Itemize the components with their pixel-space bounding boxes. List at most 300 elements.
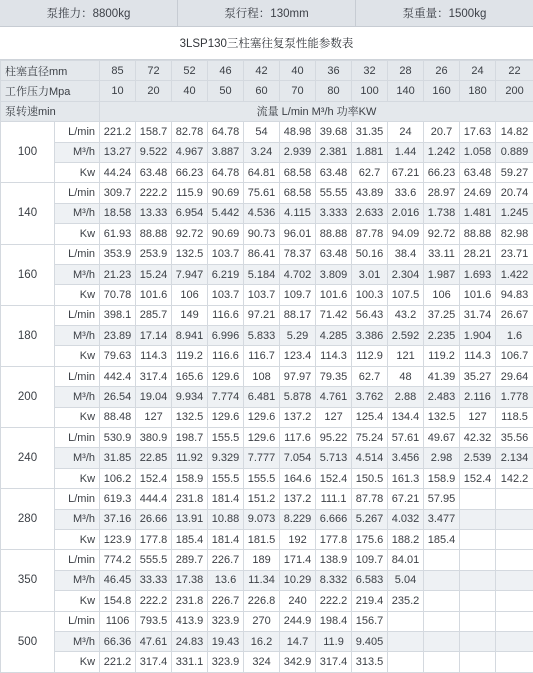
data-cell: 31.74 — [460, 305, 496, 325]
data-cell: 8.332 — [316, 570, 352, 590]
data-cell: 5.29 — [280, 326, 316, 346]
diameter-value: 32 — [352, 61, 388, 81]
data-cell: 14.7 — [280, 631, 316, 651]
data-cell: 5.04 — [388, 570, 424, 590]
data-cell: 6.996 — [208, 326, 244, 346]
data-cell: 82.98 — [496, 224, 533, 244]
data-cell: 444.4 — [136, 489, 172, 509]
data-cell: 38.4 — [388, 244, 424, 264]
data-cell: 285.7 — [136, 305, 172, 325]
data-cell: 0.889 — [496, 142, 533, 162]
data-cell: 109.7 — [352, 550, 388, 570]
pump-speed: 500 — [1, 611, 55, 672]
data-cell: 175.6 — [352, 529, 388, 549]
data-cell: 66.23 — [172, 162, 208, 182]
unit-label: Kw — [55, 407, 100, 427]
data-cell: 331.1 — [172, 652, 208, 672]
data-cell: 222.2 — [316, 591, 352, 611]
diameter-value: 24 — [460, 61, 496, 81]
data-cell: 63.48 — [136, 162, 172, 182]
data-cell: 121 — [388, 346, 424, 366]
data-cell: 7.054 — [280, 448, 316, 468]
data-cell: 48.98 — [280, 122, 316, 142]
data-cell: 88.88 — [460, 224, 496, 244]
data-cell: 3.456 — [388, 448, 424, 468]
data-cell: 221.2 — [100, 122, 136, 142]
data-row — [1, 244, 533, 264]
unit-label: M³/h — [55, 387, 100, 407]
data-cell: 56.43 — [352, 305, 388, 325]
unit-label: M³/h — [55, 509, 100, 529]
data-cell: 6.954 — [172, 203, 208, 223]
data-cell: 5.713 — [316, 448, 352, 468]
data-cell: 3.333 — [316, 203, 352, 223]
data-cell: 33.11 — [424, 244, 460, 264]
data-cell: 2.633 — [352, 203, 388, 223]
pump-speed: 160 — [1, 244, 55, 305]
data-cell: 57.61 — [388, 428, 424, 448]
data-cell: 152.4 — [136, 468, 172, 488]
data-cell: 231.8 — [172, 591, 208, 611]
data-cell: 109.7 — [280, 285, 316, 305]
data-cell: 155.5 — [208, 428, 244, 448]
data-cell: 154.8 — [100, 591, 136, 611]
data-cell — [460, 631, 496, 651]
data-cell: 26.66 — [136, 509, 172, 529]
data-cell: 114.3 — [316, 346, 352, 366]
unit-label: Kw — [55, 162, 100, 182]
data-cell: 86.41 — [244, 244, 280, 264]
diameter-value: 26 — [424, 61, 460, 81]
data-cell: 181.4 — [208, 529, 244, 549]
data-cell: 88.17 — [280, 305, 316, 325]
data-cell: 13.33 — [136, 203, 172, 223]
unit-label: L/min — [55, 122, 100, 142]
data-cell: 2.88 — [388, 387, 424, 407]
data-cell — [496, 489, 533, 509]
unit-label: Kw — [55, 285, 100, 305]
data-cell: 129.6 — [208, 407, 244, 427]
data-cell: 28.97 — [424, 183, 460, 203]
data-cell: 59.27 — [496, 162, 533, 182]
diameter-label: 柱塞直径mm — [1, 61, 100, 81]
data-cell: 134.4 — [388, 407, 424, 427]
pump-speed: 350 — [1, 550, 55, 611]
diameter-value: 22 — [496, 61, 533, 81]
data-cell: 106 — [172, 285, 208, 305]
data-cell: 4.536 — [244, 203, 280, 223]
data-cell: 3.477 — [424, 509, 460, 529]
data-cell: 66.36 — [100, 631, 136, 651]
data-cell: 84.01 — [388, 550, 424, 570]
data-cell: 155.5 — [244, 468, 280, 488]
data-cell: 177.8 — [316, 529, 352, 549]
data-cell: 137.2 — [280, 489, 316, 509]
data-cell: 101.6 — [460, 285, 496, 305]
data-cell: 10.29 — [280, 570, 316, 590]
data-cell: 142.2 — [496, 468, 533, 488]
data-cell: 309.7 — [100, 183, 136, 203]
data-cell: 1.693 — [460, 264, 496, 284]
data-cell: 49.67 — [424, 428, 460, 448]
data-cell — [460, 652, 496, 672]
data-cell: 37.25 — [424, 305, 460, 325]
data-cell: 117.6 — [280, 428, 316, 448]
data-cell: 92.72 — [172, 224, 208, 244]
data-cell: 90.69 — [208, 224, 244, 244]
data-cell: 342.9 — [280, 652, 316, 672]
data-row — [1, 183, 533, 203]
data-cell: 37.16 — [100, 509, 136, 529]
data-cell: 164.6 — [280, 468, 316, 488]
data-cell: 185.4 — [424, 529, 460, 549]
unit-label: M³/h — [55, 631, 100, 651]
data-cell: 68.58 — [280, 162, 316, 182]
data-cell — [424, 591, 460, 611]
data-row — [1, 326, 533, 346]
data-cell: 198.4 — [316, 611, 352, 631]
data-cell: 555.5 — [136, 550, 172, 570]
data-cell: 222.2 — [136, 183, 172, 203]
data-cell: 114.3 — [460, 346, 496, 366]
pump-speed: 100 — [1, 122, 55, 183]
data-cell: 13.6 — [208, 570, 244, 590]
unit-label: M³/h — [55, 264, 100, 284]
data-cell: 9.405 — [352, 631, 388, 651]
diameter-value: 52 — [172, 61, 208, 81]
pressure-value: 160 — [424, 81, 460, 101]
unit-label: M³/h — [55, 326, 100, 346]
data-cell — [424, 570, 460, 590]
data-cell: 317.4 — [136, 366, 172, 386]
diameter-value: 72 — [136, 61, 172, 81]
data-cell: 132.5 — [172, 244, 208, 264]
data-cell: 324 — [244, 652, 280, 672]
data-cell: 9.073 — [244, 509, 280, 529]
data-cell — [388, 652, 424, 672]
data-cell: 244.9 — [280, 611, 316, 631]
pressure-value: 140 — [388, 81, 424, 101]
data-cell: 17.63 — [460, 122, 496, 142]
pressure-value: 20 — [136, 81, 172, 101]
data-cell: 7.774 — [208, 387, 244, 407]
data-cell: 1.778 — [496, 387, 533, 407]
data-cell: 240 — [280, 591, 316, 611]
diameter-value: 40 — [280, 61, 316, 81]
data-cell: 313.5 — [352, 652, 388, 672]
data-cell: 155.5 — [208, 468, 244, 488]
data-cell: 8.229 — [280, 509, 316, 529]
data-row — [1, 366, 533, 386]
data-cell: 66.23 — [424, 162, 460, 182]
data-cell: 82.78 — [172, 122, 208, 142]
data-cell: 138.9 — [316, 550, 352, 570]
data-cell: 26.54 — [100, 387, 136, 407]
data-row — [1, 591, 533, 611]
data-cell: 2.134 — [496, 448, 533, 468]
pressure-value: 50 — [208, 81, 244, 101]
data-cell: 28.21 — [460, 244, 496, 264]
data-cell: 380.9 — [136, 428, 172, 448]
data-cell: 47.61 — [136, 631, 172, 651]
pressure-value: 40 — [172, 81, 208, 101]
data-cell: 11.9 — [316, 631, 352, 651]
data-cell: 1.987 — [424, 264, 460, 284]
data-cell: 123.9 — [100, 529, 136, 549]
data-row — [1, 407, 533, 427]
data-cell: 116.6 — [208, 305, 244, 325]
unit-label: Kw — [55, 591, 100, 611]
data-cell: 5.442 — [208, 203, 244, 223]
data-row — [1, 550, 533, 570]
data-cell: 127 — [316, 407, 352, 427]
unit-label: Kw — [55, 346, 100, 366]
unit-label: L/min — [55, 305, 100, 325]
unit-label: M³/h — [55, 570, 100, 590]
data-cell: 3.24 — [244, 142, 280, 162]
data-cell: 101.6 — [316, 285, 352, 305]
data-cell — [424, 611, 460, 631]
data-cell: 90.69 — [208, 183, 244, 203]
pressure-value: 60 — [244, 81, 280, 101]
data-cell: 87.78 — [352, 489, 388, 509]
data-cell: 70.78 — [100, 285, 136, 305]
data-cell: 129.6 — [244, 428, 280, 448]
data-row — [1, 142, 533, 162]
data-cell: 100.3 — [352, 285, 388, 305]
data-cell: 3.809 — [316, 264, 352, 284]
data-cell: 13.27 — [100, 142, 136, 162]
data-cell — [496, 529, 533, 549]
data-cell: 62.7 — [352, 366, 388, 386]
data-cell: 149 — [172, 305, 208, 325]
diameter-row — [1, 61, 533, 81]
data-cell: 4.115 — [280, 203, 316, 223]
pressure-value: 100 — [352, 81, 388, 101]
data-cell — [424, 652, 460, 672]
data-cell: 13.91 — [172, 509, 208, 529]
data-row — [1, 489, 533, 509]
data-cell: 79.35 — [316, 366, 352, 386]
data-cell: 1.245 — [496, 203, 533, 223]
data-cell — [496, 509, 533, 529]
data-cell: 219.4 — [352, 591, 388, 611]
data-cell: 67.21 — [388, 489, 424, 509]
data-cell: 270 — [244, 611, 280, 631]
data-cell: 6.219 — [208, 264, 244, 284]
data-cell: 63.48 — [316, 162, 352, 182]
data-cell: 106.7 — [496, 346, 533, 366]
diameter-value: 46 — [208, 61, 244, 81]
data-cell: 185.4 — [172, 529, 208, 549]
data-cell — [496, 611, 533, 631]
data-cell: 165.6 — [172, 366, 208, 386]
data-cell: 2.116 — [460, 387, 496, 407]
data-cell: 323.9 — [208, 611, 244, 631]
data-cell: 61.93 — [100, 224, 136, 244]
data-cell — [496, 570, 533, 590]
data-cell: 24 — [388, 122, 424, 142]
pressure-value: 180 — [460, 81, 496, 101]
diameter-value: 42 — [244, 61, 280, 81]
data-cell: 75.61 — [244, 183, 280, 203]
data-cell: 289.7 — [172, 550, 208, 570]
speed-row — [1, 101, 533, 121]
data-cell: 41.39 — [424, 366, 460, 386]
data-cell: 11.92 — [172, 448, 208, 468]
pump-weight: 泵重量：1500kg — [356, 0, 533, 26]
data-cell: 398.1 — [100, 305, 136, 325]
data-cell: 7.947 — [172, 264, 208, 284]
data-cell: 46.45 — [100, 570, 136, 590]
data-row — [1, 652, 533, 672]
data-cell: 11.34 — [244, 570, 280, 590]
data-cell: 1.904 — [460, 326, 496, 346]
data-cell: 5.184 — [244, 264, 280, 284]
data-cell: 2.235 — [424, 326, 460, 346]
pump-speed: 240 — [1, 428, 55, 489]
data-cell: 619.3 — [100, 489, 136, 509]
data-cell — [460, 591, 496, 611]
diameter-value: 85 — [100, 61, 136, 81]
pump-thrust: 泵推力：8800kg — [0, 0, 178, 26]
data-cell: 64.78 — [208, 162, 244, 182]
pump-speed: 180 — [1, 305, 55, 366]
data-cell: 43.89 — [352, 183, 388, 203]
data-cell: 15.24 — [136, 264, 172, 284]
data-cell — [496, 591, 533, 611]
data-cell: 152.4 — [460, 468, 496, 488]
data-cell — [460, 611, 496, 631]
data-cell: 8.941 — [172, 326, 208, 346]
data-row — [1, 611, 533, 631]
data-cell: 94.83 — [496, 285, 533, 305]
data-cell: 442.4 — [100, 366, 136, 386]
data-cell: 114.3 — [136, 346, 172, 366]
data-cell: 530.9 — [100, 428, 136, 448]
unit-label: L/min — [55, 244, 100, 264]
data-cell: 9.522 — [136, 142, 172, 162]
data-cell: 2.98 — [424, 448, 460, 468]
data-cell — [460, 550, 496, 570]
data-cell: 226.7 — [208, 591, 244, 611]
flow-label: 流量 L/min M³/h 功率KW — [100, 101, 533, 121]
data-cell: 17.14 — [136, 326, 172, 346]
data-cell: 55.55 — [316, 183, 352, 203]
data-cell: 129.6 — [244, 407, 280, 427]
data-cell — [460, 570, 496, 590]
unit-label: M³/h — [55, 448, 100, 468]
data-cell: 132.5 — [424, 407, 460, 427]
data-cell: 123.4 — [280, 346, 316, 366]
data-cell: 63.48 — [460, 162, 496, 182]
diameter-value: 36 — [316, 61, 352, 81]
data-cell: 6.666 — [316, 509, 352, 529]
data-cell: 2.592 — [388, 326, 424, 346]
data-cell: 2.381 — [316, 142, 352, 162]
data-cell: 4.032 — [388, 509, 424, 529]
data-cell: 317.4 — [316, 652, 352, 672]
data-cell: 192 — [280, 529, 316, 549]
data-cell: 101.6 — [136, 285, 172, 305]
data-cell: 111.1 — [316, 489, 352, 509]
data-row — [1, 346, 533, 366]
unit-label: L/min — [55, 550, 100, 570]
data-cell: 16.2 — [244, 631, 280, 651]
data-cell: 35.27 — [460, 366, 496, 386]
data-cell: 2.016 — [388, 203, 424, 223]
data-cell — [424, 550, 460, 570]
data-row — [1, 631, 533, 651]
data-cell: 127 — [460, 407, 496, 427]
data-cell: 22.85 — [136, 448, 172, 468]
data-cell: 21.23 — [100, 264, 136, 284]
data-cell: 1.881 — [352, 142, 388, 162]
data-cell: 413.9 — [172, 611, 208, 631]
data-cell: 35.56 — [496, 428, 533, 448]
data-cell: 158.9 — [424, 468, 460, 488]
data-cell: 106 — [424, 285, 460, 305]
data-cell — [460, 529, 496, 549]
data-cell: 253.9 — [136, 244, 172, 264]
data-cell: 108 — [244, 366, 280, 386]
unit-label: M³/h — [55, 142, 100, 162]
data-cell — [496, 652, 533, 672]
data-cell: 1.44 — [388, 142, 424, 162]
data-cell: 793.5 — [136, 611, 172, 631]
data-cell: 20.7 — [424, 122, 460, 142]
data-cell: 26.67 — [496, 305, 533, 325]
data-row — [1, 203, 533, 223]
data-cell: 107.5 — [388, 285, 424, 305]
data-cell: 64.81 — [244, 162, 280, 182]
data-cell: 323.9 — [208, 652, 244, 672]
data-cell: 88.88 — [316, 224, 352, 244]
pump-stroke: 泵行程：130mm — [178, 0, 356, 26]
unit-label: L/min — [55, 489, 100, 509]
data-cell: 20.74 — [496, 183, 533, 203]
data-cell: 231.8 — [172, 489, 208, 509]
data-cell: 158.7 — [136, 122, 172, 142]
unit-label: L/min — [55, 366, 100, 386]
data-cell: 103.7 — [208, 285, 244, 305]
data-cell: 119.2 — [172, 346, 208, 366]
pressure-label: 工作压力Mpa — [1, 81, 100, 101]
data-cell: 9.329 — [208, 448, 244, 468]
data-cell — [496, 550, 533, 570]
unit-label: Kw — [55, 529, 100, 549]
data-row — [1, 264, 533, 284]
data-cell: 4.967 — [172, 142, 208, 162]
data-cell: 33.33 — [136, 570, 172, 590]
data-cell: 97.21 — [244, 305, 280, 325]
data-cell: 235.2 — [388, 591, 424, 611]
data-cell — [496, 631, 533, 651]
pump-speed: 200 — [1, 366, 55, 427]
data-cell: 158.9 — [172, 468, 208, 488]
data-cell: 87.78 — [352, 224, 388, 244]
data-cell: 90.73 — [244, 224, 280, 244]
data-cell: 3.762 — [352, 387, 388, 407]
data-cell: 2.539 — [460, 448, 496, 468]
data-cell — [388, 611, 424, 631]
data-row — [1, 509, 533, 529]
data-cell: 1.422 — [496, 264, 533, 284]
pump-speed: 280 — [1, 489, 55, 550]
data-cell: 6.583 — [352, 570, 388, 590]
data-cell: 2.483 — [424, 387, 460, 407]
unit-label: L/min — [55, 183, 100, 203]
